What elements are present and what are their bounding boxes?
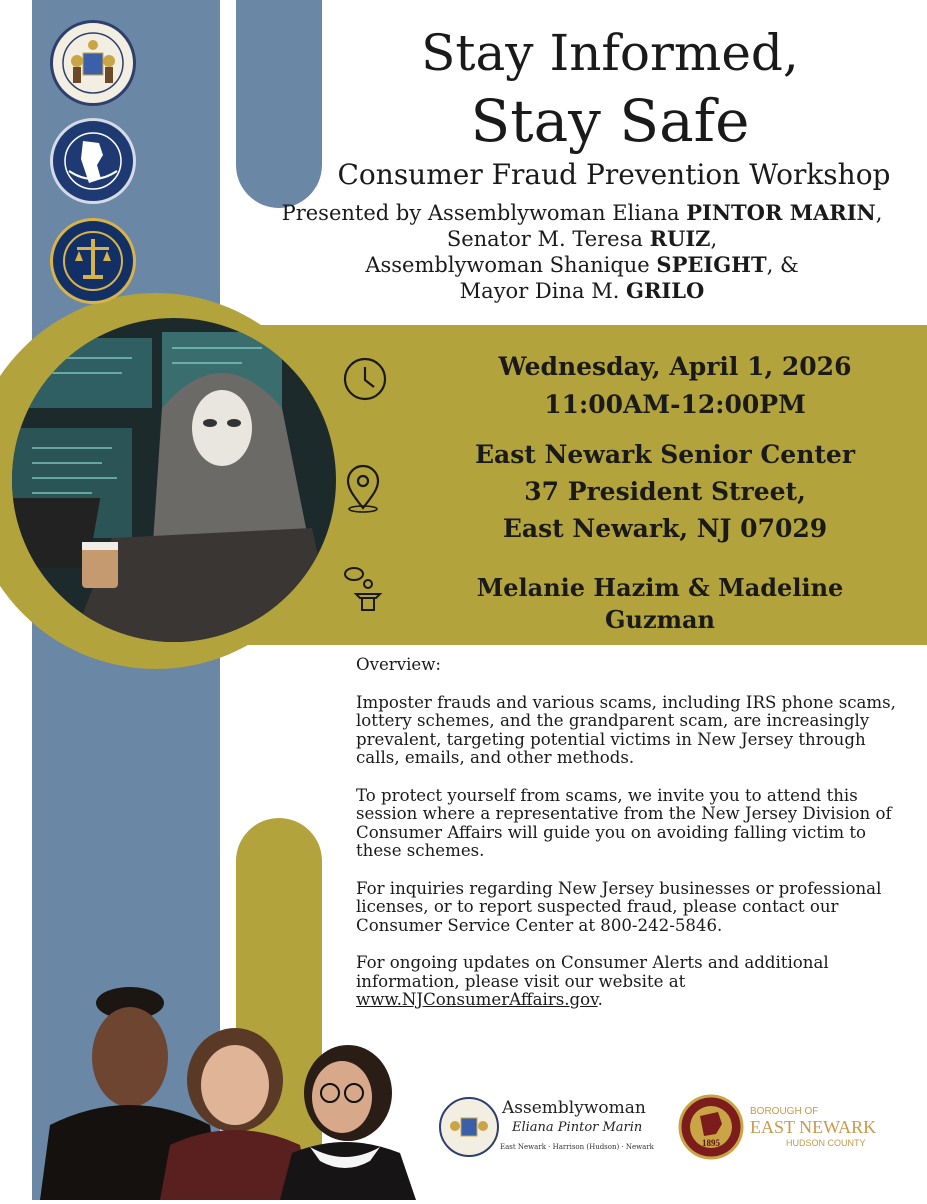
title-line-2: Stay Safe [470, 87, 750, 155]
overview-paragraph-3: For inquiries regarding New Jersey businesses or professional licenses, or to report suspected fraud, please contact our Consumer Service Center at 800-242-5846. [356, 878, 882, 935]
presenter-1-suffix: , [875, 201, 883, 225]
assemblywoman-logo-title: Assemblywoman [502, 1098, 646, 1118]
title-line-1: Stay Informed, [421, 24, 799, 82]
presenter-line-4 [262, 278, 902, 304]
venue-city: East Newark, NJ 07029 [502, 514, 828, 543]
borough-of-label: BOROUGH OF [750, 1106, 819, 1117]
presenter-1-name: PINTOR MARIN [686, 200, 876, 225]
presenter-4-prefix: Mayor Dina M. [459, 279, 627, 303]
consumer-affairs-seal [50, 118, 136, 204]
presenter-2-prefix: Senator M. Teresa [446, 227, 650, 251]
overview-paragraph-4-text: For ongoing updates on Consumer Alerts and additional information, please visit our website at [356, 953, 829, 991]
borough-name-label: EAST NEWARK [750, 1117, 877, 1137]
overview-paragraph-1: Imposter frauds and various scams, including IRS phone scams, lottery schemes, and the grandparent scam, are increasingly prevalent, targeting potential victims in New Jersey through calls, emails, and other methods. [356, 692, 896, 767]
blue-pill-decor [236, 0, 322, 208]
workshop-subtitle: Consumer Fraud Prevention Workshop [337, 158, 891, 191]
event-time: 11:00AM-12:00PM [544, 390, 806, 419]
location-pin-icon [338, 464, 388, 514]
east-newark-logo [678, 1094, 878, 1160]
venue-street: 37 President Street, [524, 477, 806, 506]
venue-name: East Newark Senior Center [474, 440, 856, 469]
nj-state-seal [50, 20, 136, 106]
overview-paragraph-4-end: . [597, 990, 603, 1009]
presenters-block [262, 200, 902, 304]
presenter-4-name: GRILO [626, 278, 705, 303]
event-date: Wednesday, April 1, 2026 [498, 352, 852, 381]
assemblywoman-logo [438, 1094, 654, 1160]
presenter-line-3 [262, 252, 902, 278]
presenter-1-prefix: Presented by Assemblywoman Eliana [281, 201, 687, 225]
presenter-3-prefix: Assemblywoman Shanique [365, 253, 657, 277]
attorney-general-seal [50, 218, 136, 304]
borough-county-label: HUDSON COUNTY [786, 1138, 866, 1148]
overview-heading: Overview: [356, 655, 442, 674]
hacker-photo [12, 318, 336, 642]
overview-section [356, 656, 896, 1029]
overview-paragraph-2: To protect yourself from scams, we invite you to attend this session where a representative from the New Jersey Division of Consumer Affairs will guide you on avoiding falling victim to these schemes. [356, 785, 892, 860]
presenter-line-2 [262, 226, 902, 252]
assemblywoman-logo-signature: Eliana Pintor Marin [512, 1120, 643, 1135]
officials-photo [30, 985, 416, 1200]
presenter-2-suffix: , [710, 227, 718, 251]
consumer-affairs-link[interactable]: www.NJConsumerAffairs.gov [356, 990, 598, 1009]
presenter-3-name: SPEIGHT [656, 252, 767, 277]
assemblywoman-logo-towns: East Newark · Harrison (Hudson) · Newark [500, 1143, 654, 1151]
event-speakers: Melanie Hazim & Madeline Guzman [476, 573, 844, 634]
presenter-3-suffix: , & [766, 253, 799, 277]
borough-seal-year: 1895 [702, 1138, 720, 1148]
presenter-line-1 [262, 200, 902, 226]
overview-paragraph-4 [356, 954, 896, 1010]
presenter-2-name: RUIZ [649, 226, 711, 251]
event-venue [440, 436, 890, 547]
speaker-podium-icon [340, 564, 390, 614]
clock-icon [340, 354, 390, 404]
